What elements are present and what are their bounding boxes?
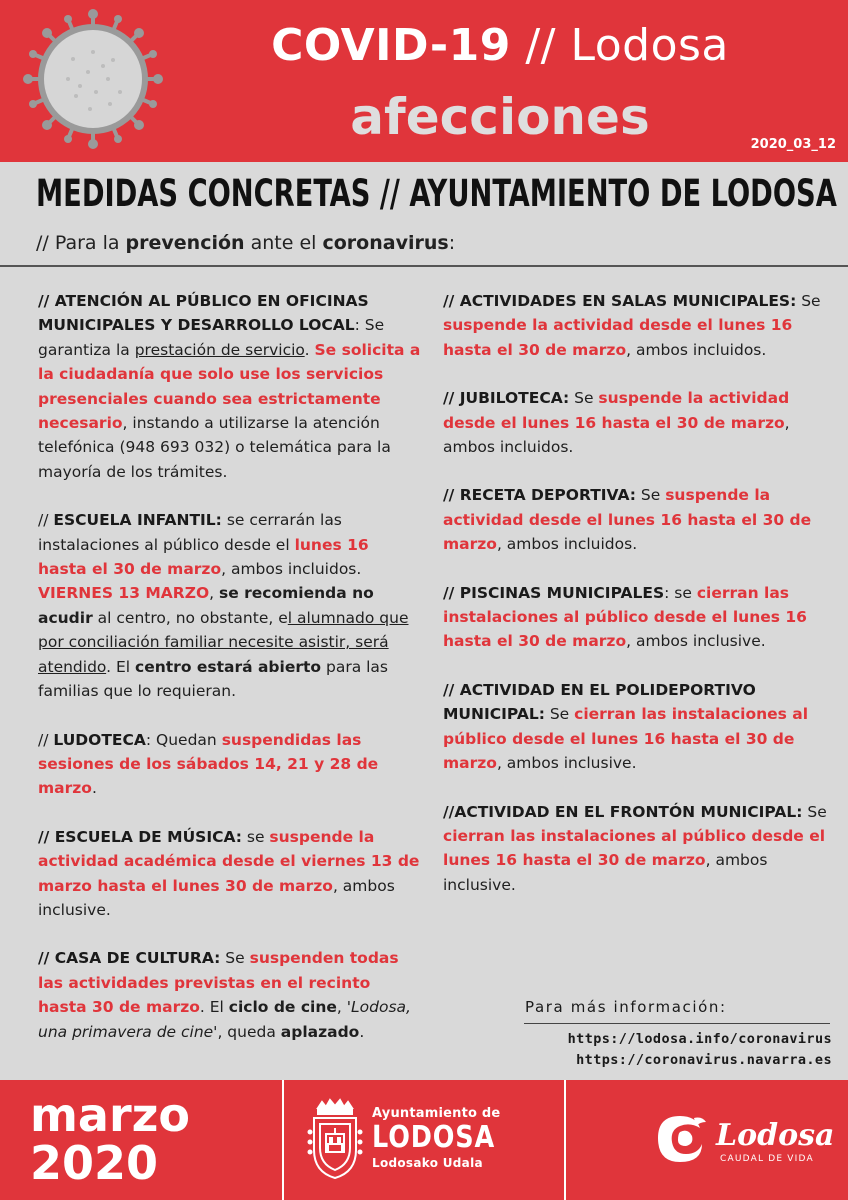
date-label: 2020_03_12 (750, 137, 836, 152)
footer-month: marzo (30, 1088, 191, 1142)
divider (0, 265, 848, 267)
footer-year: 2020 (30, 1136, 159, 1190)
page-subtitle: afecciones (350, 88, 650, 146)
more-info-rule (524, 1023, 830, 1024)
item-atencion-publico: // ATENCIÓN AL PÚBLICO EN OFICINAS MUNICIPALES Y DESARROLLO LOCAL: Se garantiza la prestación de servicio. Se solicita a la ciudadanía que solo use los servicios presenciales cuando sea estrictamente necesario, instando a utilizarse la atención telefónica (948 693 032) o telemática para la mayoría de los trámites. (38, 292, 421, 481)
link-navarra-coronavirus[interactable]: https://coronavirus.navarra.es (576, 1052, 832, 1068)
item-fronton: //ACTIVIDAD EN EL FRONTÓN MUNICIPAL: Se cierran las instalaciones al público desde el lunes 16 hasta el 30 de marzo, ambos inclusive. (443, 802, 827, 894)
lodosa-brand-icon (650, 1110, 712, 1166)
item-jubiloteca: // JUBILOTECA: Se suspende la actividad desde el lunes 16 hasta el 30 de marzo, ambos incluidos. (443, 389, 790, 457)
headline: MEDIDAS CONCRETAS // AYUNTAMIENTO DE LODOSA (36, 172, 837, 215)
item-escuela-infantil: // ESCUELA INFANTIL: se cerrarán las instalaciones al público desde el lunes 16 hasta el 30 de marzo, ambos incluidos. VIERNES 13 MARZO, se recomienda no acudir al centro, no obstante, el alumnado que por conciliación familiar necesite asistir, será atendido. El centro estará abierto para las familias que lo requieran. (38, 511, 409, 701)
item-receta-deportiva: // RECETA DEPORTIVA: Se suspende la actividad desde el lunes 16 hasta el 30 de marzo, ambos incluidos. (443, 486, 812, 554)
footer-divider (282, 1080, 284, 1200)
footer-ayuntamiento-label: Ayuntamiento de (372, 1106, 501, 1121)
virus-icon (18, 4, 168, 154)
left-column (38, 289, 421, 1068)
footer-euskera-label: Lodosako Udala (372, 1156, 483, 1170)
footer-banner (0, 1080, 848, 1200)
item-escuela-musica: // ESCUELA DE MÚSICA: se suspende la actividad académica desde el viernes 13 de marzo hasta el lunes 30 de marzo, ambos inclusive. (38, 827, 420, 919)
subheadline: // Para la prevención ante el coronavirus: (36, 232, 456, 254)
link-lodosa-coronavirus[interactable]: https://lodosa.info/coronavirus (567, 1031, 832, 1047)
footer-lodosa-label: LODOSA (372, 1120, 496, 1155)
footer-divider (564, 1080, 566, 1200)
more-info-label: Para más información: (525, 998, 727, 1016)
footer-brand-name: Lodosa (716, 1118, 835, 1153)
item-ludoteca: // LUDOTECA: Quedan suspendidas las sesiones de los sábados 14, 21 y 28 de marzo. (38, 730, 379, 798)
footer-brand-tagline: CAUDAL DE VIDA (720, 1154, 814, 1164)
page-title: COVID-19 // Lodosa (271, 20, 729, 71)
item-piscinas: // PISCINAS MUNICIPALES: se cierran las instalaciones al público desde el lunes 16 hasta el 30 de marzo, ambos inclusive. (443, 583, 807, 651)
header-banner (0, 0, 848, 162)
coat-of-arms-icon (306, 1098, 364, 1182)
item-casa-cultura: // CASA DE CULTURA: Se suspenden todas las actividades previstas en el recinto hasta 30 de marzo. El ciclo de cine, 'Lodosa, una primavera de cine', queda aplazado. (38, 949, 411, 1041)
item-salas-municipales: // ACTIVIDADES EN SALAS MUNICIPALES: Se suspende la actividad desde el lunes 16 hasta el 30 de marzo, ambos incluidos. (443, 292, 821, 359)
right-column (443, 289, 828, 921)
item-polideportivo: // ACTIVIDAD EN EL POLIDEPORTIVO MUNICIPAL: Se cierran las instalaciones al público desde el lunes 16 hasta el 30 de marzo, ambos inclusive. (443, 680, 809, 773)
